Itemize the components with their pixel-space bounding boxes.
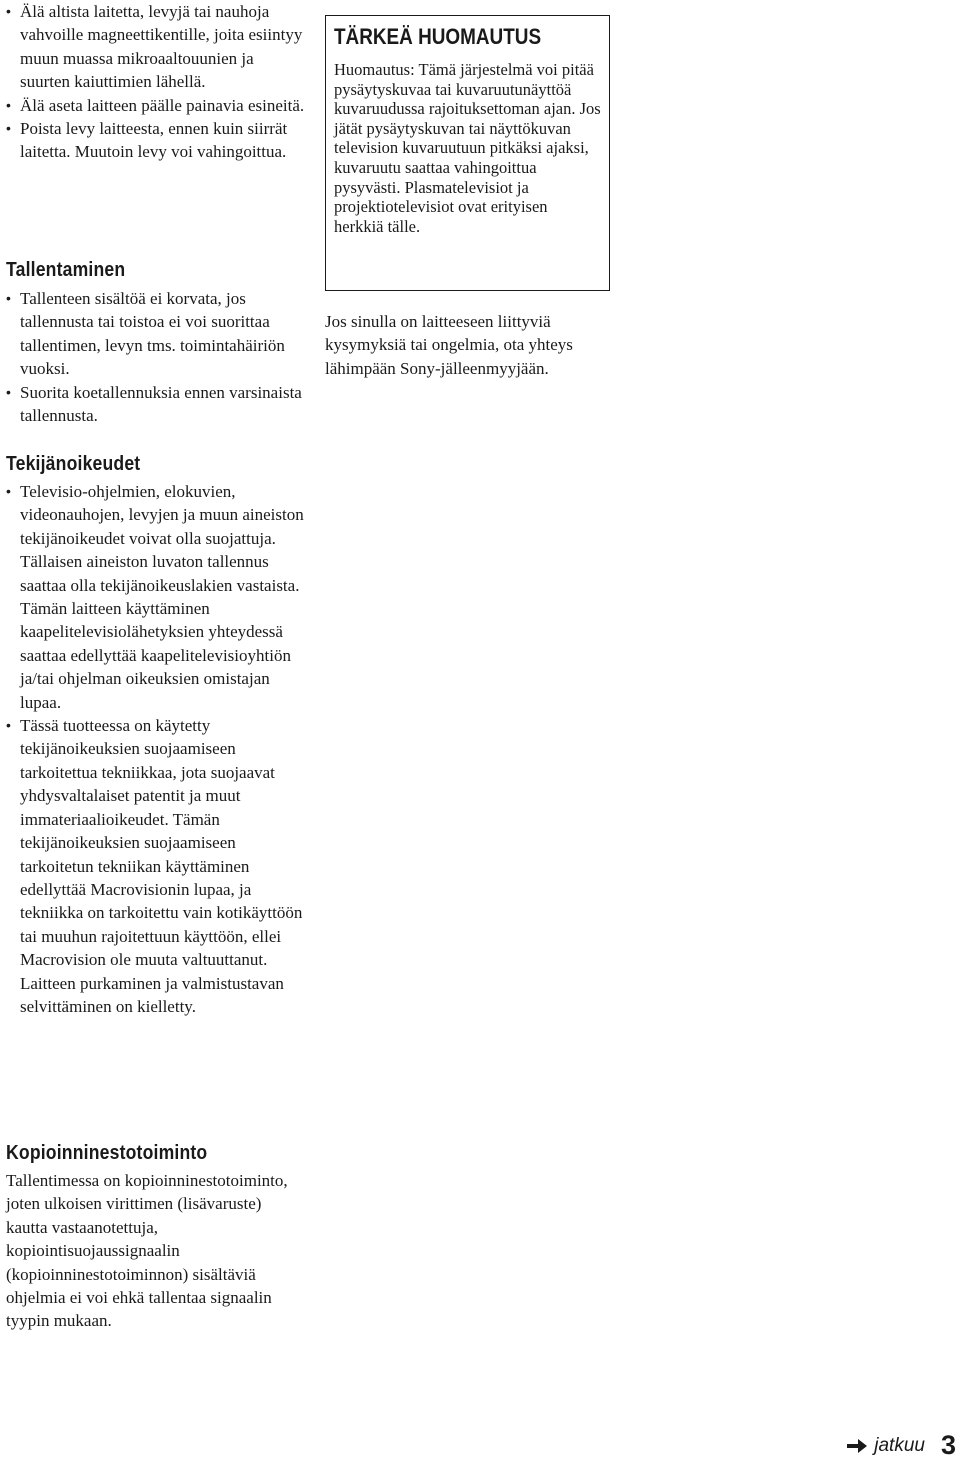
- copy-guard-paragraph: Tallentimessa on kopioinninestotoiminto, joten ulkoisen virittimen (lisävaruste) kautta vastaanotettuja, kopiointisuojaussignaalin (kopioinninestotoiminnon) sisältäviä ohjelmia ei voi ehkä tallentaa signaalin tyypin mukaan.: [6, 1171, 288, 1331]
- section-heading-copyright: Tekijänoikeudet: [6, 453, 141, 475]
- section-heading-copy-guard: Kopioinninestotoiminto: [6, 1142, 208, 1164]
- copyright-bullet-list: [6, 480, 306, 1018]
- important-notice-box: [325, 15, 610, 291]
- list-item: • Televisio-ohjelmien, elokuvien, videonauhojen, levyjen ja muun aineiston tekijänoikeudet voivat olla suojattuja. Tällaisen aineiston luvaton tallennus saattaa olla tekijänoikeuslakien vastaista. Tämän laitteen käyttäminen kaapelitelevisiolähetyksien yhteydessä saattaa edellyttää kaapelitelevisioyhtiön ja/tai ohjelman oikeuksien omistajan lupaa.: [6, 480, 306, 714]
- contact-paragraph: Jos sinulla on laitteeseen liittyviä kysymyksiä tai ongelmia, ota yhteys lähimpään Sony-jälleenmyyjään.: [325, 312, 573, 378]
- recording-bullet-list: [6, 287, 306, 427]
- page-number: 3: [940, 1430, 956, 1460]
- care-bullet-list: [6, 0, 306, 164]
- list-item: • Tallenteen sisältöä ei korvata, jos tallennusta tai toistoa ei voi suorittaa tallentimen, levyn tms. toimintahäiriön vuoksi.: [6, 287, 306, 381]
- list-item: • Suorita koetallennuksia ennen varsinaista tallennusta.: [6, 381, 306, 428]
- list-item: • Poista levy laitteesta, ennen kuin siirrät laitetta. Muutoin levy voi vahingoittua.: [6, 117, 306, 164]
- arrow-right-icon: [846, 1437, 868, 1455]
- notice-paragraph: Huomautus: Tämä järjestelmä voi pitää pysäytyskuvaa tai kuvaruutunäyttöä kuvaruudussa rajoituksettoman ajan. Jos jätät pysäytyskuvan tai näyttökuvan television kuvaruutuun pitkäksi ajaksi, kuvaruutu saattaa vahingoittua pysyvästi. Plasmatelevisiot ja projektiotelevisiot ovat erityisen herkkiä tälle.: [334, 60, 601, 236]
- list-item: • Älä altista laitetta, levyjä tai nauhoja vahvoille magneettikentille, joita esiintyy muun muassa mikroaaltouunien ja suurten kaiuttimien lähellä.: [6, 0, 306, 94]
- list-item: • Älä aseta laitteen päälle painavia esineitä.: [6, 94, 306, 117]
- list-item: • Tässä tuotteessa on käytetty tekijänoikeuksien suojaamiseen tarkoitettua tekniikkaa, jota suojaavat yhdysvaltalaiset patentit ja muut immateriaalioikeudet. Tämän tekijänoikeuksien suojaamiseen tarkoitetun tekniikan käyttäminen edellyttää Macrovisionin lupaa, ja tekniikka on tarkoitettu vain kotikäyttöön tai muuhun rajoitettuun käyttöön, ellei Macrovision ole muuta valtuuttanut. Laitteen purkaminen ja valmistustavan selvittäminen on kielletty.: [6, 714, 306, 1018]
- page-footer: [846, 1430, 956, 1461]
- section-heading-recording: Tallentaminen: [6, 259, 126, 281]
- notice-heading: TÄRKEÄ HUOMAUTUS: [334, 24, 542, 49]
- continue-label: jatkuu: [874, 1434, 925, 1456]
